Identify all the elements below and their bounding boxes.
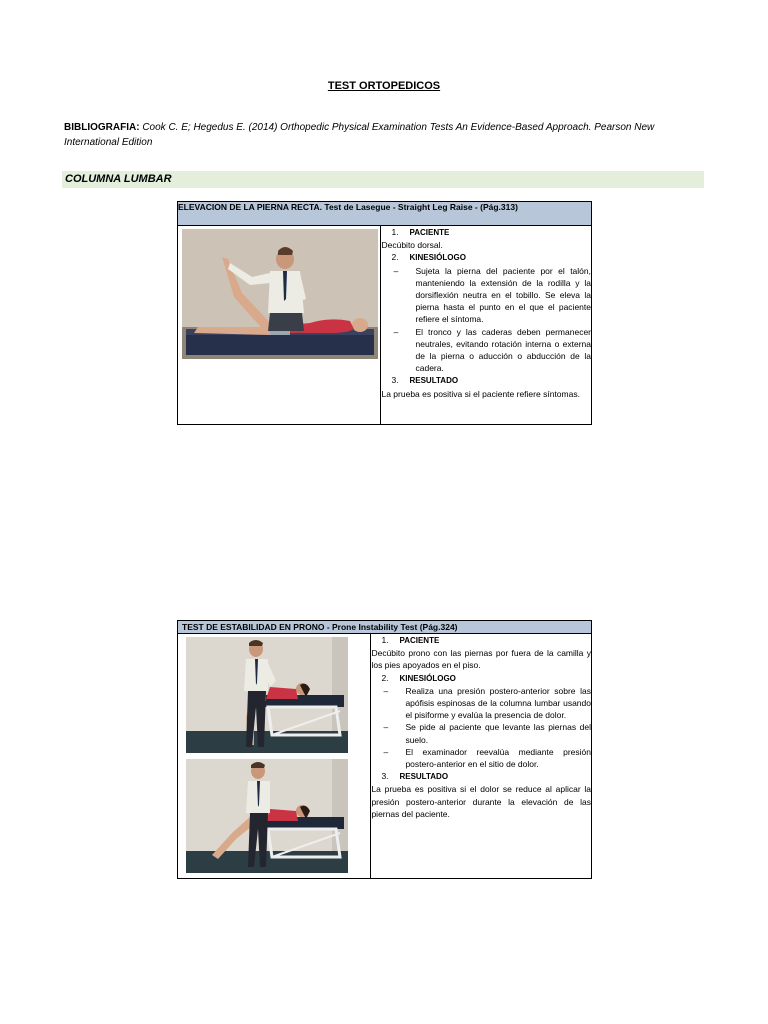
photo-cell <box>178 634 371 879</box>
bibliography <box>64 120 704 150</box>
patient-heading: 1. PACIENTE <box>381 635 440 645</box>
section-bar <box>62 171 704 188</box>
kinesiologist-heading: 2. KINESIÓLOGO <box>391 252 466 263</box>
bibliography-label: BIBLIOGRAFIA: <box>64 122 140 133</box>
photo-straight-leg-raise <box>182 229 378 359</box>
description-cell <box>371 634 592 879</box>
patient-text: Decúbito dorsal. <box>381 240 443 251</box>
photo-prone-instability-1 <box>186 637 348 753</box>
result-heading: 3. RESULTADO <box>391 375 459 386</box>
kinesiologist-heading: 2. KINESIÓLOGO <box>381 672 456 683</box>
kinesiologist-step: – Se pide al paciente que levante las piernas del suelo. <box>383 722 591 745</box>
photo-cell <box>178 226 381 425</box>
test-table-lasegue <box>177 201 592 425</box>
test-table-prone-instability <box>177 620 592 879</box>
test-header: ELEVACION DE LA PIERNA RECTA. Test de Lasegue - Straight Leg Raise - (Pág.313) <box>178 202 592 226</box>
kinesiologist-step: – Sujeta la pierna del paciente por el talón, manteniendo la extensión de la rodilla y la dorsiflexión neutra en el tobillo. Se eleva la pierna hasta el punto en el que el paciente refiere el síntoma. <box>393 265 591 325</box>
photo-prone-instability-2 <box>186 759 348 873</box>
kinesiologist-step: – El tronco y las caderas deben permanecer neutrales, evitando rotación interna o externa de la pierna o aducción o abducción de la cadera. <box>393 326 591 374</box>
document-title: TEST ORTOPEDICOS <box>327 80 441 92</box>
result-text: La prueba es positiva si el dolor se reduce al aplicar la presión postero-anterior durante la elevación de las piernas del paciente. <box>371 784 591 819</box>
patient-text: Decúbito prono con las piernas por fuera de la camilla y los pies apoyados en el piso. <box>371 648 591 671</box>
bibliography-text: Cook C. E; Hegedus E. (2014) Orthopedic Physical Examination Tests An Evidence-Based Approach. Pearson New International Edition <box>64 122 655 148</box>
patient-heading: 1. PACIENTE <box>391 227 450 237</box>
result-heading: 3. RESULTADO <box>381 771 449 782</box>
description-cell <box>381 226 592 425</box>
kinesiologist-step: – Realiza una presión postero-anterior sobre las apófisis espinosas de la columna lumbar usando el pisiforme y evalúa la presencia de dolor. <box>383 685 591 721</box>
section-title: COLUMNA LUMBAR <box>65 173 172 185</box>
kinesiologist-step: – El examinador reevalúa mediante presión postero-anterior en el sitio de dolor. <box>383 746 591 770</box>
result-text: La prueba es positiva si el paciente refiere síntomas. <box>381 388 580 399</box>
test-header: TEST DE ESTABILIDAD EN PRONO - Prone Instability Test (Pág.324) <box>178 621 592 634</box>
